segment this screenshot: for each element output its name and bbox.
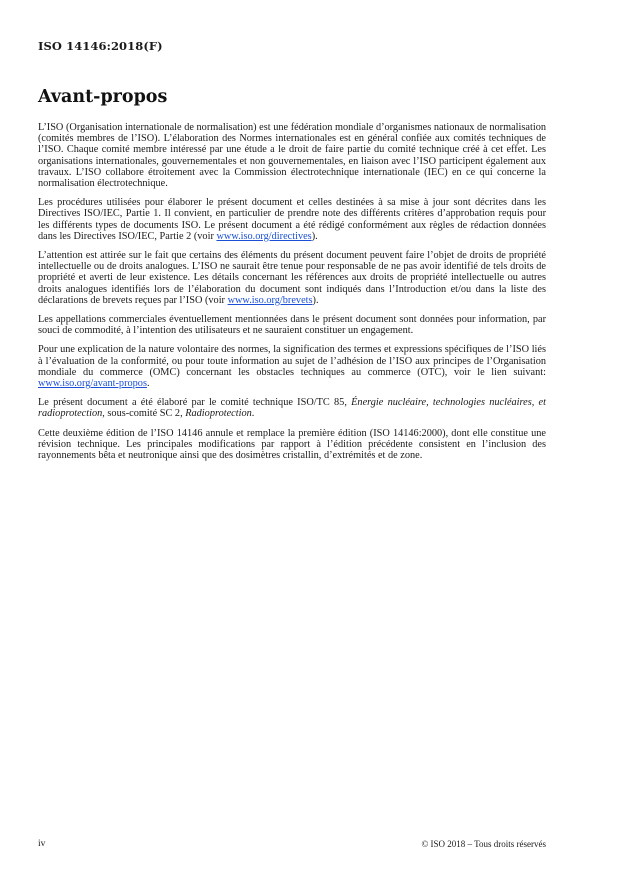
paragraph-procedures-end: ).: [311, 230, 318, 242]
page-number: iv: [38, 839, 46, 849]
subcommittee-title: Radioprotection: [185, 408, 252, 420]
paragraph-iso-intro: L’ISO (Organisation internationale de normalisation) est une fédération mondiale d’organismes nationaux de normalisation (comités membres de l’ISO). L’élaboration des Normes internationales est en général confiée aux comités techniques de l’ISO. Chaque comité membre intéressé par une étude a le droit de faire partie du comité technique créé à cet effet. Les organisations internationales, gouvernementales et non gouvernementales, en liaison avec l’ISO participent également aux travaux. L’ISO collabore étroitement avec la Commission électrotechnique internationale (IEC) en ce qui concerne la normalisation électrotechnique.: [38, 122, 546, 190]
paragraph-trade-names: Les appellations commerciales éventuellement mentionnées dans le présent document sont données pour information, par souci de commodité, à l’intention des utilisateurs et ne sauraient constituer un engagement.: [38, 314, 546, 337]
directives-link[interactable]: www.iso.org/directives: [216, 230, 312, 242]
document-id-header: ISO 14146:2018(F): [38, 39, 163, 53]
page-title: Avant-propos: [38, 87, 168, 107]
foreword-link[interactable]: www.iso.org/avant-propos: [38, 378, 147, 390]
patents-link[interactable]: www.iso.org/brevets: [227, 294, 313, 306]
paragraph-voluntary-nature: [38, 344, 546, 389]
paragraph-procedures-text: Les procédures utilisées pour élaborer le présent document et celles destinées à sa mise à jour sont décrites dans les Directives ISO/IEC, Partie 1. Il convient, en particulier de prendre note des différents critères d’approbation requis pour les différents types de documents ISO. Le présent document a été rédigé conformément aux règles de rédaction données dans les Directives ISO/IEC, Partie 2 (voir: [38, 197, 546, 242]
paragraph-patents-end: ).: [312, 294, 319, 306]
paragraph-committee-text-c: .: [251, 408, 255, 420]
paragraph-edition: Cette deuxième édition de l’ISO 14146 annule et remplace la première édition (ISO 14146:2000), dont elle constitue une révision technique. Les principales modifications par rapport à l’édition précédente consistent en l’inclusion des rayonnements bêta et neutronique ainsi que des dosimètres cristallin, d’extrémités et de zone.: [38, 427, 546, 462]
paragraph-committee-text-a: Le présent document a été élaboré par le comité technique ISO/TC 85,: [38, 397, 352, 409]
paragraph-patents: [38, 250, 546, 306]
paragraph-committee: [38, 397, 546, 419]
paragraph-committee-text-b: , sous-comité SC 2,: [102, 408, 186, 420]
paragraph-voluntary-nature-end: .: [146, 378, 150, 390]
paragraph-patents-text: L’attention est attirée sur le fait que certains des éléments du présent document peuvent faire l’objet de droits de propriété intellectuelle ou de droits analogues. L’ISO ne saurait être tenue pour responsable de ne pas avoir identifié de tels droits de propriété et averti de leur existence. Les détails concernant les références aux droits de propriété intellectuelle ou autres droits analogues identifiés lors de l’élaboration du document sont indiqués dans l’Introduction et/ou dans la liste des déclarations de brevets reçues par l’ISO (voir: [38, 250, 546, 306]
committee-title: Énergie nucléaire, technologies nucléaires, et radioprotection: [38, 397, 546, 420]
paragraph-procedures: [38, 197, 546, 242]
foreword-body: [38, 122, 546, 469]
copyright-notice: © ISO 2018 – Tous droits réservés: [421, 839, 546, 849]
paragraph-voluntary-nature-text: Pour une explication de la nature volontaire des normes, la signification des termes et expressions spécifiques de l’ISO liés à l’évaluation de la conformité, ou pour toute information au sujet de l’adhésion de l’ISO aux principes de l’Organisation mondiale du commerce (OMC) concernant les obstacles techniques au commerce (OTC), voir le lien suivant:: [38, 344, 546, 378]
